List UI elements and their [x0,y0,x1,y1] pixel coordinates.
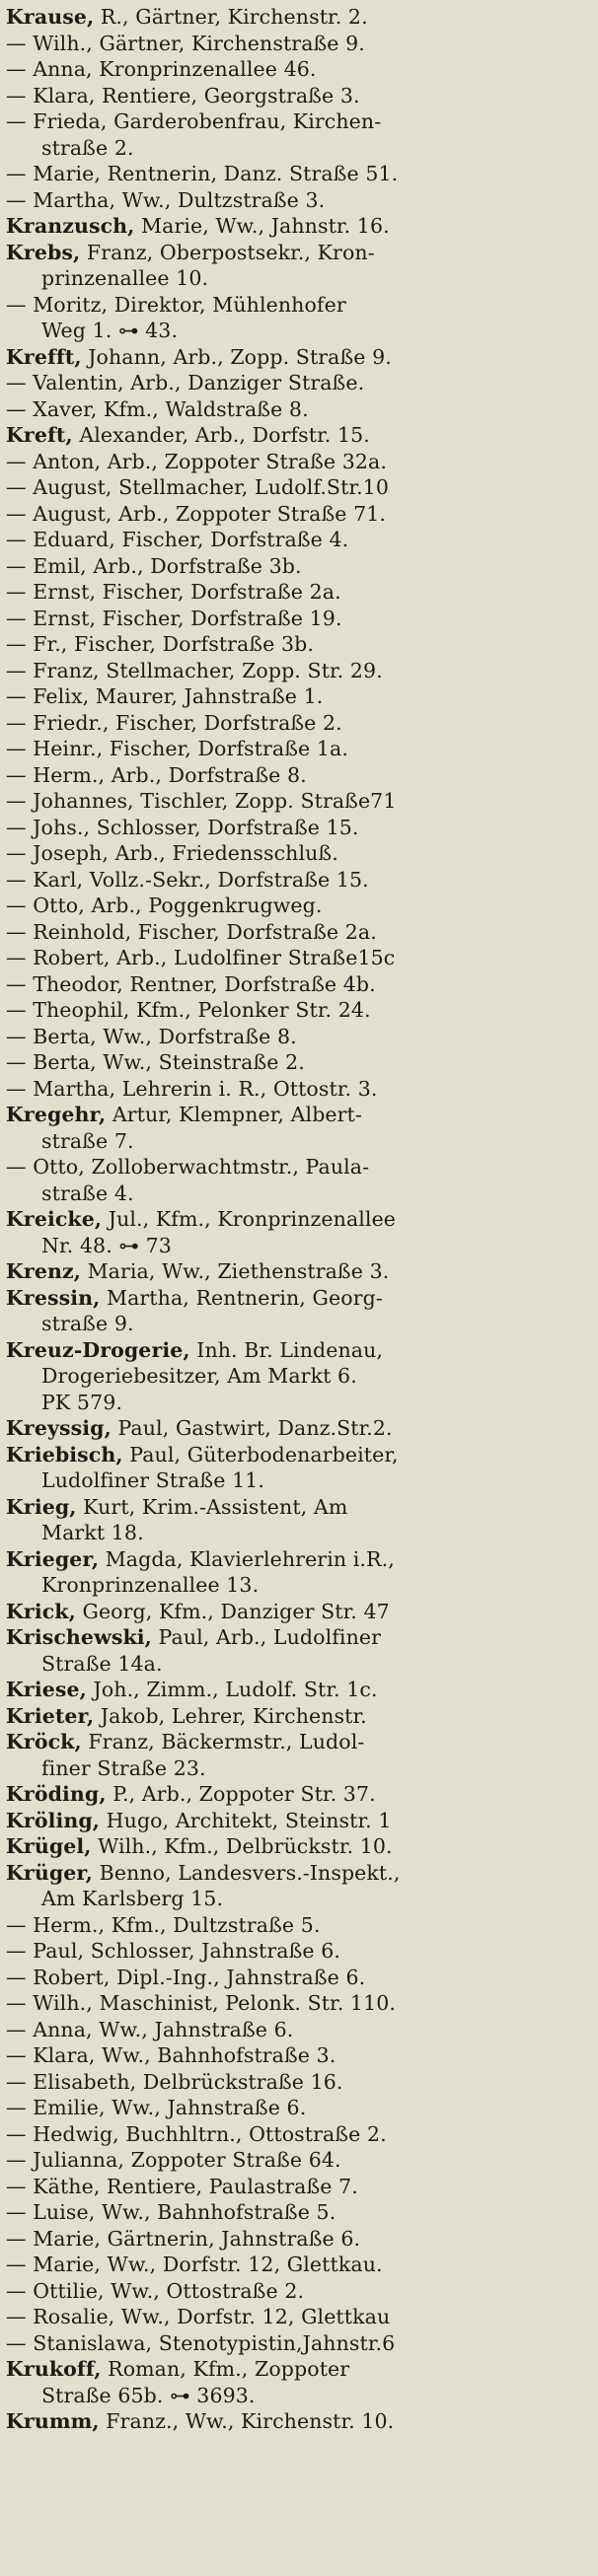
directory-entry [6,474,590,501]
entry-text: — Karl, Vollz.-Sekr., Dorfstraße 15. [6,867,369,892]
entry-surname: Krenz, [6,1259,81,1283]
directory-entry [6,240,590,292]
directory-entry [6,658,590,684]
entry-text: Inh. Br. Lindenau, [196,1337,384,1362]
entry-text: — Elisabeth, Delbrückstraße 16. [6,2069,343,2094]
entry-surname: Kröck, [6,1730,82,1753]
entry-surname: Kröding, [6,1782,107,1806]
entry-continuation: Ludolfiner Straße 11. [41,1468,264,1492]
directory-entry [6,1102,590,1154]
entry-surname: Kreft, [6,423,73,447]
directory-entry [6,736,590,762]
entry-continuation: Straße 14a. [41,1651,163,1676]
directory-entry [6,1415,590,1442]
entry-text: — Herm., Kfm., Dultzstraße 5. [6,1912,321,1937]
directory-entry [6,788,590,815]
entry-continuation: straße 7. [41,1128,134,1153]
entry-text: — August, Stellmacher, Ludolf.Str.10 [6,475,389,499]
entry-text: Jakob, Lehrer, Kirchenstr. [100,1703,367,1728]
directory-entry [6,56,590,83]
directory-entry [6,1624,590,1677]
entry-text: — Otto, Arb., Poggenkrugweg. [6,894,323,917]
entry-text: — Marie, Rentnerin, Danz. Straße 51. [6,162,399,185]
entry-surname: Kregehr, [6,1103,107,1126]
entry-text: — Berta, Ww., Dorfstraße 8. [6,1024,297,1048]
entry-text: Paul, Güterbodenarbeiter, [129,1442,399,1467]
directory-entry [6,344,590,371]
entry-continuation: Markt 18. [41,1521,144,1544]
directory-entry [6,840,590,867]
entry-surname: Krumm, [6,2409,100,2433]
directory-entry [6,1912,590,1939]
entry-text: — Theodor, Rentner, Dorfstraße 4b. [6,971,376,996]
entry-text: — Johannes, Tischler, Zopp. Straße71 [6,789,397,813]
directory-entry [6,1860,590,1912]
entry-surname: Krieter, [6,1703,95,1728]
directory-entry [6,919,590,946]
entry-continuation: PK 579. [41,1390,122,1414]
entry-text: — Theophil, Kfm., Pelonker Str. 24. [6,998,371,1022]
directory-entry [6,370,590,396]
directory-entry [6,1442,590,1494]
directory-entry [6,1703,590,1730]
directory-entry [6,2199,590,2226]
entry-text: — Emil, Arb., Dorfstraße 3b. [6,553,302,578]
entry-text: — Reinhold, Fischer, Dorfstraße 2a. [6,919,377,944]
entry-text: — Johs., Schlosser, Dorfstraße 15. [6,815,359,839]
entry-continuation: finer Straße 23. [41,1755,206,1780]
entry-text: — Anna, Kronprinzenallee 46. [6,57,317,81]
entry-text: Marie, Ww., Jahnstr. 16. [141,214,390,238]
directory-entry [6,631,590,658]
entry-surname: Kreyssig, [6,1416,112,1440]
entry-text: — Marie, Gärtnerin, Jahnstraße 6. [6,2226,361,2251]
entry-text: — Emilie, Ww., Jahnstraße 6. [6,2096,307,2119]
directory-entry [6,606,590,632]
directory-entry [6,1024,590,1050]
entry-continuation: prinzenallee 10. [41,266,209,290]
entry-text: Jul., Kfm., Kronprinzenallee [108,1207,397,1231]
entry-surname: Krukoff, [6,2357,102,2381]
directory-entry [6,1965,590,1991]
directory-entry [6,997,590,1024]
directory-entry [6,213,590,240]
directory-entry [6,2174,590,2200]
directory-entry [6,1677,590,1703]
entry-surname: Krüger, [6,1860,94,1885]
directory-entry [6,971,590,998]
entry-text: — Friedr., Fischer, Dorfstraße 2. [6,710,342,735]
entry-text: — Herm., Arb., Dorfstraße 8. [6,762,307,787]
directory-entry [6,1049,590,1076]
entry-text: — Klara, Rentiere, Georgstraße 3. [6,83,360,107]
directory-entry [6,683,590,710]
entry-text: Artur, Klempner, Albert- [112,1103,362,1126]
directory-entry [6,2226,590,2253]
entry-text: — Robert, Dipl.-Ing., Jahnstraße 6. [6,1965,366,1989]
entry-continuation: Am Karlsberg 15. [41,1887,224,1910]
entry-continuation: Nr. 48. ⊶ 73 [41,1233,172,1257]
entry-text: — Fr., Fischer, Dorfstraße 3b. [6,632,315,656]
entry-text: Franz, Bäckermstr., Ludol- [88,1730,365,1753]
entry-text: Franz, Oberpostsekr., Kron- [86,240,375,264]
entry-text: — Wilh., Gärtner, Kirchenstraße 9. [6,31,365,55]
directory-entry [6,2042,590,2069]
directory-entry [6,31,590,57]
directory-entry [6,83,590,109]
directory-entry [6,1808,590,1834]
directory-entry [6,292,590,344]
directory-entry [6,2408,590,2435]
directory-entry [6,579,590,606]
directory-entry [6,815,590,841]
directory-entry [6,2017,590,2043]
entry-text: Magda, Klavierlehrerin i.R., [105,1546,395,1571]
entry-text: — Berta, Ww., Steinstraße 2. [6,1050,305,1074]
entry-text: Franz., Ww., Kirchenstr. 10. [106,2409,395,2433]
entry-text: Johann, Arb., Zopp. Straße 9. [88,344,392,369]
entry-text: — Eduard, Fischer, Dorfstraße 4. [6,528,349,551]
directory-entry [6,2095,590,2121]
entry-text: — Ernst, Fischer, Dorfstraße 19. [6,606,342,630]
entry-text: P., Arb., Zoppoter Str. 37. [112,1782,376,1806]
entry-text: Paul, Arb., Ludolfiner [158,1625,382,1649]
entry-text: — Valentin, Arb., Danziger Straße. [6,371,365,394]
entry-text: — Anton, Arb., Zoppoter Straße 32a. [6,449,387,473]
entry-text: Paul, Gastwirt, Danz.Str.2. [117,1416,393,1440]
directory-entry [6,710,590,737]
directory-entry [6,867,590,894]
entry-text: — Luise, Ww., Bahnhofstraße 5. [6,2200,336,2224]
directory-entry [6,762,590,789]
entry-text: — Wilh., Maschinist, Pelonk. Str. 110. [6,1991,396,2015]
entry-surname: Krügel, [6,1834,92,1858]
directory-entry [6,449,590,475]
entry-text: Roman, Kfm., Zoppoter [108,2357,350,2381]
directory-entry [6,4,590,31]
entry-continuation: straße 4. [41,1181,134,1205]
entry-text: — Martha, Lehrerin i. R., Ottostr. 3. [6,1076,378,1101]
entry-surname: Kreuz-Drogerie, [6,1337,190,1362]
directory-entry [6,893,590,919]
entry-surname: Krieger, [6,1546,100,1571]
entry-continuation: straße 2. [41,135,134,160]
directory-entry [6,1206,590,1258]
directory-entry [6,1285,590,1337]
entry-text: — August, Arb., Zoppoter Straße 71. [6,501,387,526]
entry-continuation: Straße 65b. ⊶ 3693. [41,2383,256,2407]
entry-text: — Xaver, Kfm., Waldstraße 8. [6,396,309,421]
entry-surname: Krause, [6,5,95,29]
entry-continuation: Weg 1. ⊶ 43. [41,319,179,342]
directory-entry [6,2330,590,2357]
entry-text: — Rosalie, Ww., Dorfstr. 12, Glettkau [6,2305,391,2328]
directory-entry [6,422,590,449]
entry-surname: Kröling, [6,1808,101,1832]
entry-continuation: straße 9. [41,1312,134,1335]
entry-text: — Heinr., Fischer, Dorfstraße 1a. [6,737,348,760]
entry-surname: Kreicke, [6,1207,103,1231]
entry-text: — Moritz, Direktor, Mühlenhofer [6,292,346,317]
entry-text: — Frieda, Garderobenfrau, Kirchen- [6,109,382,133]
entry-text: — Marie, Ww., Dorfstr. 12, Glettkau. [6,2253,383,2276]
entry-text: — Felix, Maurer, Jahnstraße 1. [6,684,324,708]
directory-entry [6,2069,590,2096]
entry-surname: Kranzusch, [6,214,135,238]
directory-entry [6,1494,590,1546]
directory-entry [6,1781,590,1808]
directory-entry [6,2304,590,2330]
directory-entry [6,2147,590,2174]
directory-entry [6,108,590,161]
entry-text: Kurt, Krim.-Assistent, Am [83,1494,348,1519]
directory-entry [6,1076,590,1103]
directory-entry [6,1546,590,1599]
entry-text: Maria, Ww., Ziethenstraße 3. [87,1259,390,1283]
directory-entry [6,1938,590,1965]
directory-entry [6,1599,590,1625]
directory-entry [6,2278,590,2305]
directory-entry [6,1337,590,1416]
entry-surname: Krefft, [6,344,82,369]
directory-entry [6,553,590,580]
entry-text: — Robert, Arb., Ludolfiner Straße15c [6,946,396,969]
entry-text: Georg, Kfm., Danziger Str. 47 [82,1599,390,1623]
directory-entry [6,1833,590,1860]
entry-text: — Stanislawa, Stenotypistin,Jahnstr.6 [6,2330,396,2355]
entry-text: — Otto, Zolloberwachtmstr., Paula- [6,1155,370,1179]
directory-entry [6,2121,590,2148]
directory-entry [6,161,590,187]
entry-surname: Krebs, [6,240,81,264]
entry-surname: Krieg, [6,1494,77,1519]
entry-text: — Klara, Ww., Bahnhofstraße 3. [6,2043,336,2067]
directory-entry [6,396,590,423]
entry-text: Benno, Landesvers.-Inspekt., [99,1860,401,1885]
entry-text: — Anna, Ww., Jahnstraße 6. [6,2017,294,2041]
directory-entry [6,945,590,971]
entry-text: — Julianna, Zoppoter Straße 64. [6,2148,341,2172]
entry-surname: Kressin, [6,1285,101,1310]
directory-entry [6,2356,590,2408]
entry-text: — Käthe, Rentiere, Paulastraße 7. [6,2174,358,2198]
directory-entry [6,501,590,528]
directory-entry [6,1729,590,1781]
entry-surname: Kriese, [6,1678,87,1701]
entry-text: Hugo, Architekt, Steinstr. 1 [106,1808,392,1832]
entry-text: — Ottilie, Ww., Ottostraße 2. [6,2278,305,2303]
entry-text: — Hedwig, Buchhltrn., Ottostraße 2. [6,2121,387,2146]
directory-entry [6,2252,590,2278]
directory-entry [6,187,590,214]
entry-surname: Krischewski, [6,1625,152,1649]
directory-entry [6,1990,590,2017]
entry-text: Alexander, Arb., Dorfstr. 15. [79,423,370,447]
entry-text: Martha, Rentnerin, Georg- [107,1285,383,1310]
entry-continuation: Drogeriebesitzer, Am Markt 6. [41,1364,357,1388]
entry-text: — Paul, Schlosser, Jahnstraße 6. [6,1939,341,1963]
entry-text: — Joseph, Arb., Friedensschluß. [6,841,338,865]
directory-entry [6,1258,590,1285]
entry-continuation: Kronprinzenallee 13. [41,1573,260,1597]
entry-text: R., Gärtner, Kirchenstr. 2. [100,5,368,29]
entry-surname: Krick, [6,1599,76,1623]
directory-entry [6,527,590,553]
directory-entry [6,1154,590,1206]
entry-text: — Franz, Stellmacher, Zopp. Str. 29. [6,658,383,682]
entry-text: — Martha, Ww., Dultzstraße 3. [6,187,326,212]
entry-text: — Ernst, Fischer, Dorfstraße 2a. [6,580,341,604]
entry-surname: Kriebisch, [6,1442,123,1467]
entry-text: Joh., Zimm., Ludolf. Str. 1c. [93,1678,378,1701]
entry-text: Wilh., Kfm., Delbrückstr. 10. [98,1834,393,1858]
